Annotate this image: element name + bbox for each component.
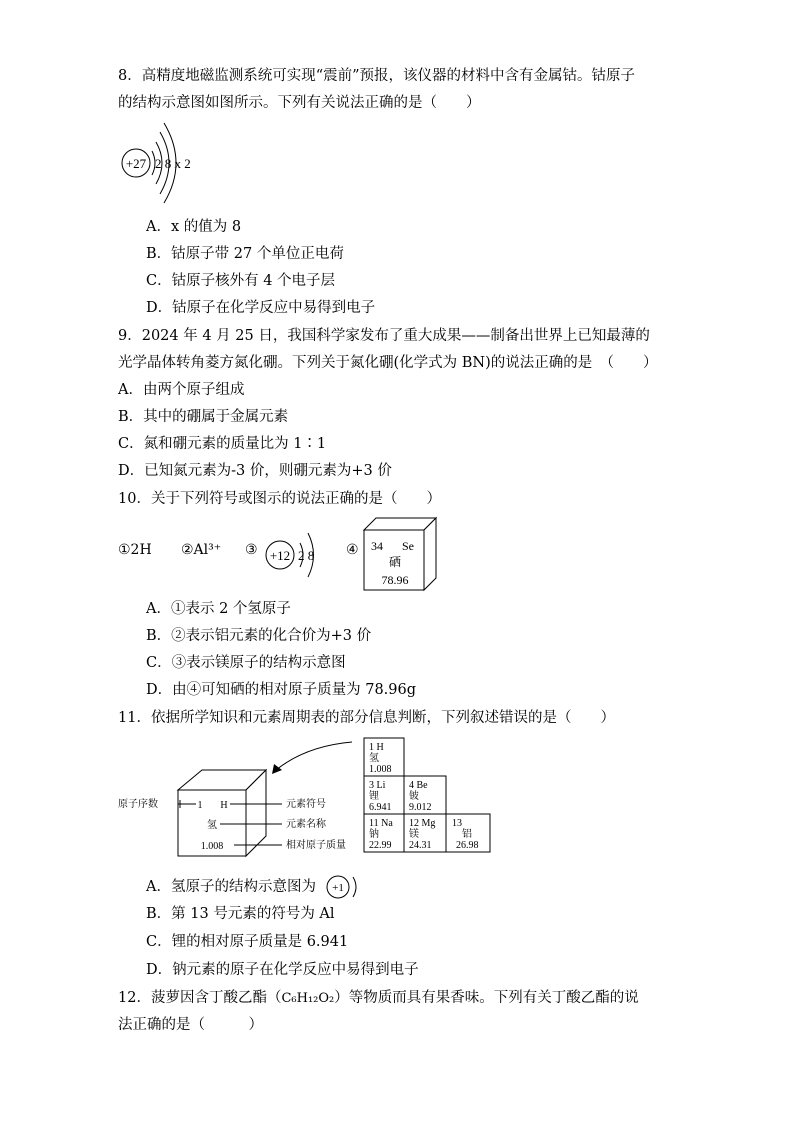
- q11-cell-h-name: 氢: [369, 753, 379, 764]
- q11-legend-cube: [178, 770, 266, 856]
- q10-selenium-element-box: [362, 516, 442, 594]
- q11-cell-be-name: 铍: [409, 791, 419, 802]
- q8-option-a[interactable]: A．x 的值为 8: [146, 219, 242, 235]
- q11-cell-li-top: 3 Li: [369, 780, 386, 791]
- q8-stem-line1: 8．高精度地磁监测系统可实现“震前”预报，该仪器的材料中含有金属钴。钴原子: [118, 68, 636, 84]
- q11-cell-mg-mass: 24.31: [409, 840, 432, 851]
- q8-option-d[interactable]: D．钴原子在化学反应中易得到电子: [146, 300, 376, 316]
- q10-nucleus: +12: [269, 548, 291, 563]
- q8-option-b[interactable]: B．钴原子带 27 个单位正电荷: [146, 246, 344, 262]
- q11-periodic-table: [364, 738, 490, 852]
- q11-label-atomic-mass: 相对原子质量: [286, 840, 346, 851]
- q11-h-nucleus: +1: [331, 882, 344, 894]
- q11-cell-al-top: 13: [452, 818, 462, 829]
- q11-option-d[interactable]: D．钠元素的原子在化学反应中易得到电子: [146, 962, 419, 978]
- q10-stem: 10．关于下列符号或图示的说法正确的是（ ）: [118, 491, 441, 507]
- q11-cell-li-name: 锂: [369, 791, 379, 802]
- q10-figure-4-label: ④: [346, 542, 359, 558]
- q11-cell-na-mass: 22.99: [369, 840, 392, 851]
- q9-option-d[interactable]: D．已知氮元素为-3 价，则硼元素为+3 价: [118, 463, 392, 479]
- q11-periodic-table-figure: [116, 734, 496, 860]
- q10-option-c[interactable]: C．③表示镁原子的结构示意图: [146, 655, 346, 671]
- q11-legend-number: 1: [197, 800, 203, 811]
- q11-cell-al-name: 铝: [462, 829, 472, 840]
- q9-option-b[interactable]: B．其中的硼属于金属元素: [118, 409, 289, 425]
- q10-se-name: 硒: [388, 555, 402, 569]
- q12-stem-line2: 法正确的是（ ）: [118, 1017, 263, 1033]
- q12-stem-part-a: 12．菠萝因含丁酸乙酯（: [118, 990, 282, 1006]
- q11-option-c[interactable]: C．锂的相对原子质量是 6.941: [146, 934, 349, 950]
- q11-legend-symbol: H: [220, 800, 228, 811]
- q10-shell-electrons: 2 8: [298, 548, 315, 563]
- q8-nucleus: +27: [125, 156, 147, 171]
- q8-option-c[interactable]: C．钴原子核外有 4 个电子层: [146, 273, 336, 289]
- q10-se-mass: 78.96: [381, 573, 409, 587]
- q11-label-element-name: 元素名称: [286, 819, 326, 830]
- q10-option-b[interactable]: B．②表示铝元素的化合价为+3 价: [146, 628, 372, 644]
- q11-label-atomic-number: 原子序数: [118, 799, 158, 810]
- q9-stem-line1: 9．2024 年 4 月 25 日，我国科学家发布了重大成果——制备出世界上已知最薄的: [118, 328, 650, 344]
- q9-option-c[interactable]: C．氮和硼元素的质量比为 1∶1: [118, 436, 327, 452]
- q11-stem: 11．依据所学知识和元素周期表的部分信息判断，下列叙述错误的是（ ）: [118, 710, 615, 726]
- q10-figure-3-label: ③: [245, 542, 258, 558]
- q11-cell-be-mass: 9.012: [409, 802, 432, 813]
- q12-stem-line1: [118, 988, 639, 1009]
- q9-option-a[interactable]: A．由两个原子组成: [118, 382, 245, 398]
- q10-magnesium-atom-diagram: [262, 527, 334, 583]
- q11-cell-be-top: 4 Be: [409, 780, 428, 791]
- q10-figure-2: ②Al³⁺: [181, 542, 222, 558]
- q11-cell-mg-top: 12 Mg: [409, 818, 436, 829]
- q11-cell-al-mass: 26.98: [456, 840, 479, 851]
- q10-figure-1: ①2H: [118, 542, 152, 558]
- q11-cell-na-name: 钠: [369, 829, 379, 840]
- q11-cell-na-top: 11 Na: [369, 818, 393, 829]
- q10-se-symbol: Se: [402, 539, 414, 553]
- q11-option-b[interactable]: B．第 13 号元素的符号为 Al: [146, 906, 335, 922]
- q9-stem-line2: 光学晶体转角菱方氮化硼。下列关于氮化硼(化学式为 BN)的说法正确的是 （ ）: [118, 355, 658, 371]
- q8-shell-electrons: 2 8 x 2: [155, 156, 191, 171]
- q11-cell-li-mass: 6.941: [369, 802, 392, 813]
- q10-option-d[interactable]: D．由④可知硒的相对原子质量为 78.96g: [146, 682, 417, 698]
- q8-stem-line2: 的结构示意图如图所示。下列有关说法正确的是（ ）: [118, 95, 481, 111]
- q11-label-element-symbol: 元素符号: [286, 799, 326, 810]
- q11-cell-mg-name: 镁: [409, 829, 419, 840]
- q11-hydrogen-atom-diagram: [325, 872, 361, 902]
- q11-option-a[interactable]: [146, 872, 361, 902]
- q11-legend-name: 氢: [207, 820, 217, 831]
- q11-cell-h-mass: 1.008: [369, 764, 392, 775]
- q8-cobalt-atom-diagram: [112, 118, 212, 208]
- q11-legend-mass: 1.008: [200, 841, 224, 852]
- q11-cell-h-top: 1 H: [369, 742, 384, 753]
- q11-option-a-text: A．氢原子的结构示意图为: [146, 879, 316, 895]
- q10-se-number: 34: [371, 539, 383, 553]
- q12-formula: C₆H₁₂O₂: [281, 991, 335, 1006]
- q10-option-a[interactable]: A．①表示 2 个氢原子: [146, 601, 291, 617]
- q12-stem-part-b: ）等物质而具有果香味。下列有关丁酸乙酯的说: [334, 990, 639, 1006]
